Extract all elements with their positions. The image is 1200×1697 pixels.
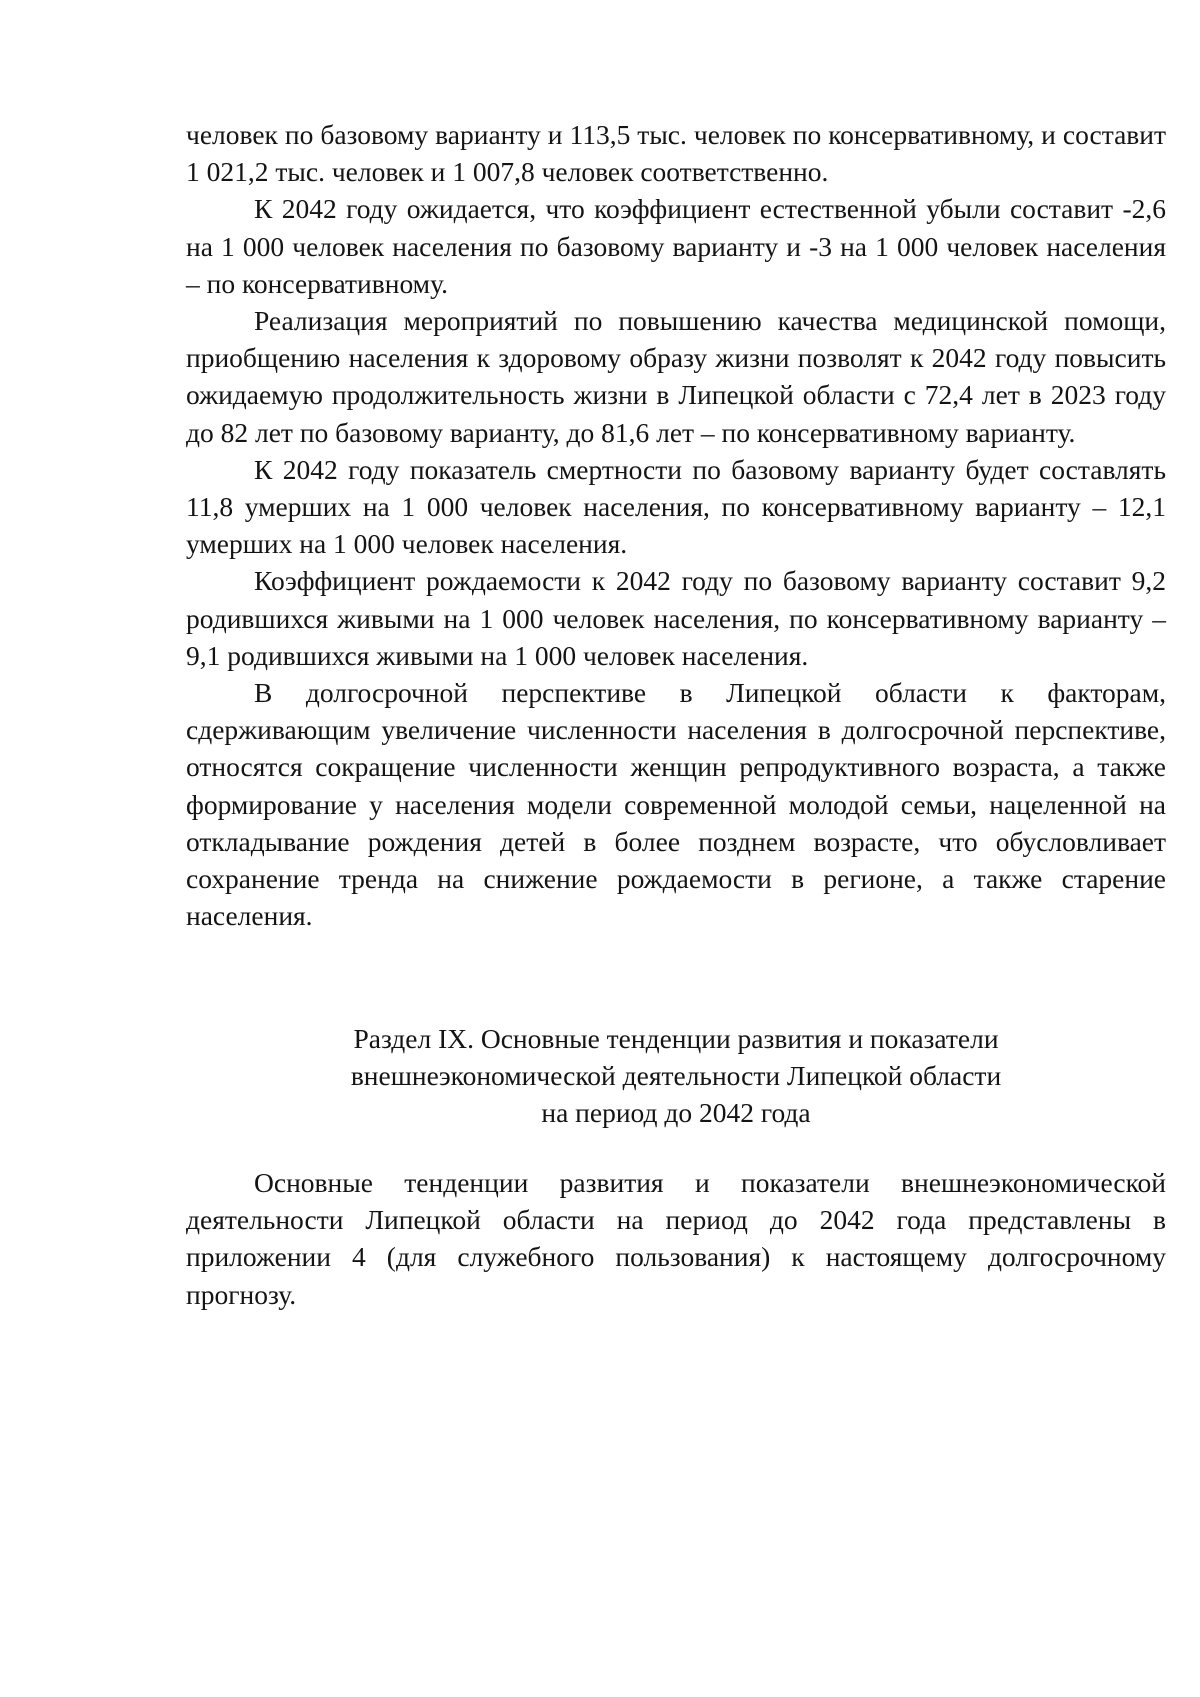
paragraph-mortality: К 2042 году показатель смертности по базовому варианту будет составлять 11,8 умерших на 1 000 человек населения, по консервативному варианту – 12,1 умерших на 1 000 человек населения.: [186, 453, 1166, 560]
section-heading-line-2: внешнеэкономической деятельности Липецкой области: [350, 1060, 1002, 1092]
paragraph-birth-rate: Коэффициент рождаемости к 2042 году по базовому варианту составит 9,2 родившихся живыми на 1 000 человек населения, по консервативному варианту – 9,1 родившихся живыми на 1 000 человек населения.: [186, 565, 1166, 671]
section-heading: [186, 1020, 1166, 1132]
body-text: [186, 116, 1166, 934]
paragraph-limiting-factors: В долгосрочной перспективе в Липецкой области к факторам, сдерживающим увеличение численности населения в долгосрочной перспективе, относятся сокращение численности женщин репродуктивного возраста, а также формирование у населения модели современной молодой семьи, нацеленной на откладывание рождения детей в более позднем возрасте, что обусловливает сохранение тренда на снижение рождаемости в регионе, а также старение населения.: [186, 677, 1166, 932]
paragraph-population-continuation: человек по базовому варианту и 113,5 тыс. человек по консервативному, и составит 1 021,2 тыс. человек и 1 007,8 человек соответственно.: [186, 119, 1166, 188]
paragraph-foreign-economic-activity: Основные тенденции развития и показатели внешнеэкономической деятельности Липецкой области на период до 2042 года представлены в приложении 4 (для служебного пользования) к настоящему долгосрочному прогнозу.: [186, 1167, 1166, 1310]
section-heading-line-1: Раздел IX. Основные тенденции развития и показатели: [353, 1023, 999, 1054]
closing-text: [186, 1164, 1166, 1313]
section-heading-line-3: на период до 2042 года: [541, 1097, 811, 1129]
paragraph-life-expectancy: Реализация мероприятий по повышению качества медицинской помощи, приобщению населения к здоровому образу жизни позволят к 2042 году повысить ожидаемую продолжительность жизни в Липецкой области с 72,4 лет в 2023 году до 82 лет по базовому варианту, до 81,6 лет – по консервативному варианту.: [186, 305, 1166, 448]
paragraph-natural-decrease: К 2042 году ожидается, что коэффициент естественной убыли составит -2,6 на 1 000 человек населения по базовому варианту и -3 на 1 000 человек населения – по консервативному.: [186, 193, 1166, 299]
